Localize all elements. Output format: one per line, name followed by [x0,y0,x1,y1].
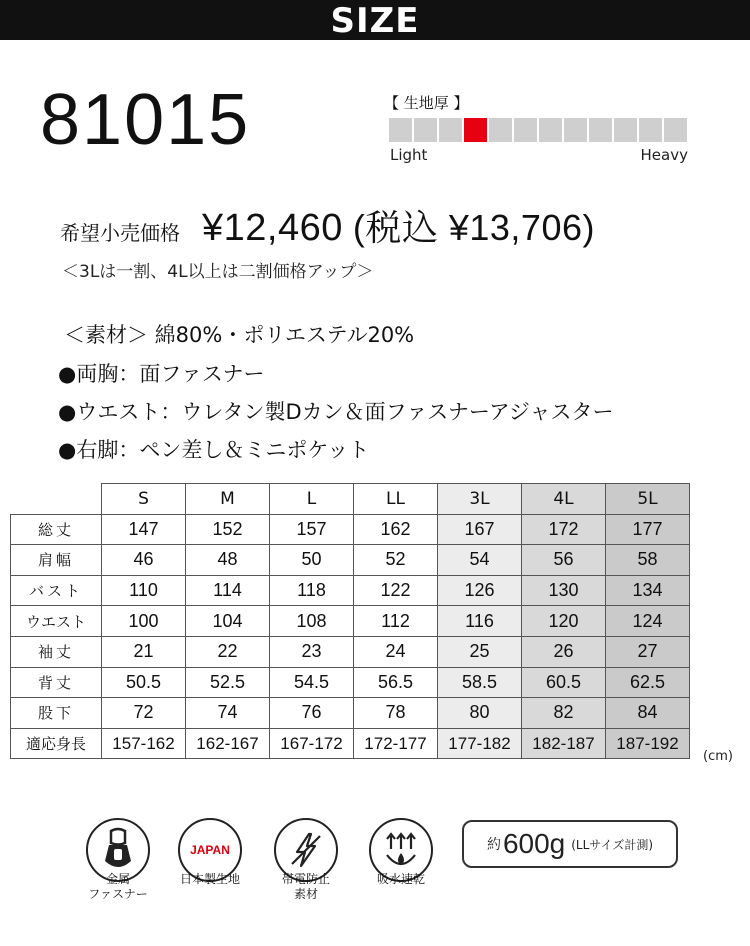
col-header-3l: 3L [438,484,522,515]
thickness-title: 【 生地厚 】 [384,94,469,112]
feature-label-japan: 日本製生地 [179,872,240,886]
table-cell: 157-162 [102,728,186,759]
feature-label-water: 吸水速乾 [376,872,425,886]
table-cell: 147 [102,514,186,545]
table-cell: 62.5 [606,667,690,698]
size-table [10,483,690,759]
table-cell: 50 [270,545,354,576]
row-label: 肩幅 [11,545,102,576]
spec-chest: ●両胸：面ファスナー [58,362,265,386]
thickness-scale-cell [489,118,512,142]
feature-label-antistatic: 帯電防止 素材 [281,872,330,901]
spec-right-leg: ●右脚：ペン差し＆ミニポケット [58,438,370,462]
size-header-row [11,484,690,515]
table-cell: 54 [438,545,522,576]
table-cell: 46 [102,545,186,576]
table-cell: 167-172 [270,728,354,759]
table-cell: 52.5 [186,667,270,698]
table-row [11,636,690,667]
price-tax-included: (税込 ¥13,706) [352,207,595,248]
table-cell: 182-187 [522,728,606,759]
table-cell: 21 [102,636,186,667]
product-code: 81015 [40,80,251,160]
table-row [11,606,690,637]
row-label: 袖丈 [11,636,102,667]
table-cell: 172 [522,514,606,545]
table-row [11,698,690,729]
table-cell: 82 [522,698,606,729]
thickness-scale-cell [589,118,612,142]
thickness-scale-cell-active [464,118,487,142]
col-header-ll: LL [354,484,438,515]
table-cell: 114 [186,575,270,606]
thickness-scale [389,118,687,142]
feature-label-zipper: 金属 ファスナー [88,872,148,901]
price-note: ＜3Lは一割、4L以上は二割価格アップ＞ [62,262,374,282]
thickness-scale-cell [539,118,562,142]
row-label: 総丈 [11,514,102,545]
table-cell: 58 [606,545,690,576]
table-cell: 162 [354,514,438,545]
weight-note: (LLサイズ計測) [571,837,654,852]
weight-box [462,820,678,868]
thickness-scale-cell [614,118,637,142]
table-cell: 124 [606,606,690,637]
row-label: ウエスト [11,606,102,637]
table-cell: 110 [102,575,186,606]
header-title: SIZE [330,1,420,41]
table-cell: 177 [606,514,690,545]
table-cell: 120 [522,606,606,637]
table-cell: 52 [354,545,438,576]
japan-badge-text: JAPAN [190,843,230,857]
spec-material: ＜素材＞ 綿80%・ポリエステル20% [64,323,415,347]
table-cell: 54.5 [270,667,354,698]
table-cell: 48 [186,545,270,576]
table-cell: 152 [186,514,270,545]
table-cell: 162-167 [186,728,270,759]
row-label: 背丈 [11,667,102,698]
table-cell: 76 [270,698,354,729]
table-row [11,514,690,545]
thickness-scale-cell [514,118,537,142]
table-cell: 78 [354,698,438,729]
table-cell: 60.5 [522,667,606,698]
table-cell: 56 [522,545,606,576]
col-header-4l: 4L [522,484,606,515]
thickness-scale-cell [564,118,587,142]
thickness-scale-cell [389,118,412,142]
row-label: 適応身長 [11,728,102,759]
price-label: 希望小売価格 [60,221,180,245]
table-cell: 130 [522,575,606,606]
table-cell: 112 [354,606,438,637]
table-cell: 22 [186,636,270,667]
col-header-s: S [102,484,186,515]
thickness-scale-cell [414,118,437,142]
table-cell: 25 [438,636,522,667]
table-cell: 72 [102,698,186,729]
table-cell: 177-182 [438,728,522,759]
table-cell: 134 [606,575,690,606]
weight-value: 600g [502,828,566,859]
thickness-scale-cell [439,118,462,142]
table-cell: 118 [270,575,354,606]
thickness-heavy-label: Heavy [640,146,688,164]
table-cell: 122 [354,575,438,606]
col-header-5l: 5L [606,484,690,515]
table-cell: 26 [522,636,606,667]
table-row [11,545,690,576]
table-cell: 23 [270,636,354,667]
table-cell: 104 [186,606,270,637]
table-cell: 187-192 [606,728,690,759]
table-row [11,728,690,759]
table-cell: 50.5 [102,667,186,698]
table-cell: 74 [186,698,270,729]
spec-waist: ●ウエスト：ウレタン製Dカン＆面ファスナーアジャスター [58,400,614,424]
table-cell: 116 [438,606,522,637]
table-row [11,575,690,606]
table-cell: 27 [606,636,690,667]
table-cell: 80 [438,698,522,729]
unit-label: (cm) [703,749,733,764]
table-cell: 24 [354,636,438,667]
table-cell: 100 [102,606,186,637]
table-corner [11,484,102,515]
row-label: バスト [11,575,102,606]
price-main: ¥12,460 [202,207,343,249]
table-cell: 56.5 [354,667,438,698]
table-cell: 58.5 [438,667,522,698]
weight-prefix: 約 [486,837,501,853]
row-label: 股下 [11,698,102,729]
table-cell: 108 [270,606,354,637]
thickness-scale-cell [664,118,687,142]
col-header-l: L [270,484,354,515]
thickness-light-label: Light [390,146,428,164]
table-cell: 157 [270,514,354,545]
table-cell: 172-177 [354,728,438,759]
thickness-scale-cell [639,118,662,142]
col-header-m: M [186,484,270,515]
table-cell: 126 [438,575,522,606]
price-row [60,200,595,250]
table-row [11,667,690,698]
table-cell: 167 [438,514,522,545]
table-cell: 84 [606,698,690,729]
